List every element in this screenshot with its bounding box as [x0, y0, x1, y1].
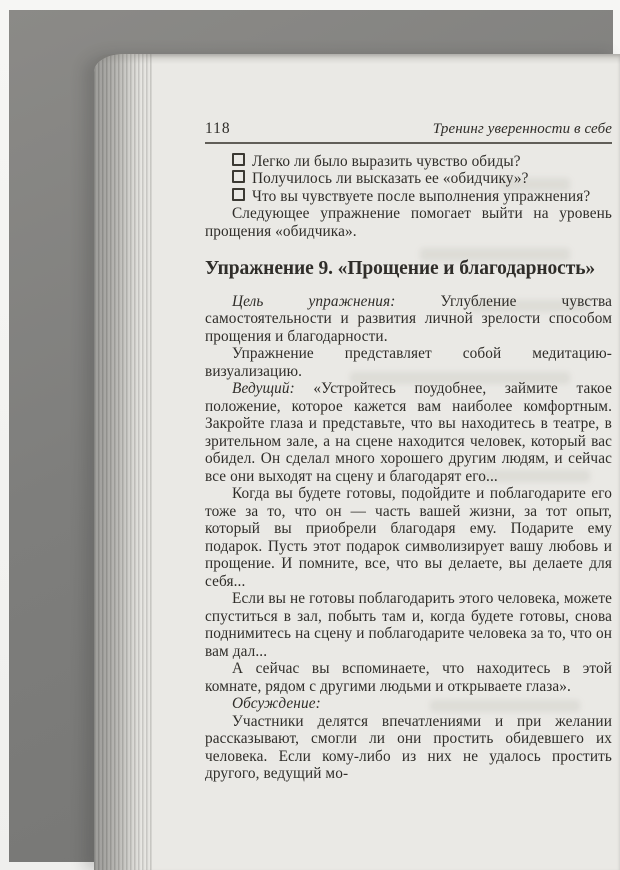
- checklist-item-text: Получилось ли высказать ее «обидчику»?: [252, 170, 529, 187]
- page-number: 118: [205, 120, 231, 137]
- checkbox-bullet-icon: [232, 188, 245, 201]
- paragraph-text: Если вы не готовы поблагодарить этого человека, можете спуститься в зал, побыть там и, когда будете готовы, снова поднимитесь на сцену и поблагодарите человека за то, что он вам дал...: [205, 590, 612, 660]
- page-content: [205, 54, 612, 783]
- page-edge-stack: [94, 54, 152, 870]
- intro-paragraph: Следующее упражнение помогает выйти на уровень прощения «обидчика».: [205, 205, 612, 240]
- paragraph-text: Когда вы будете готовы, подойдите и поблагодарите его тоже за то, что он — часть вашей жизни, за тот опыт, который вы приобрели благодаря ему. Подарите ему подарок. Пусть этот подарок символизирует вашу любовь и прощение. И помните, все, что вы делаете, вы делаете для себя...: [205, 485, 612, 590]
- paragraph-goal: [205, 293, 612, 346]
- paragraph: [205, 345, 612, 380]
- paragraph: [205, 713, 612, 783]
- checklist-item-text: Легко ли было выразить чувство обиды?: [252, 152, 521, 170]
- paragraph-lead: Обсуждение:: [232, 695, 321, 712]
- paragraph-text: А сейчас вы вспоминаете, что находитесь в этой комнате, рядом с другими людьми и открываете глаза».: [205, 660, 612, 695]
- checklist-item: [205, 153, 612, 171]
- running-title: Тренинг уверенности в себе: [432, 121, 612, 137]
- paragraph-text: Участники делятся впечатлениями и при желании рассказывают, смогли ли они простить обидевшего их человека. Если кому-либо из них не удалось простить другого, ведущий мо-: [205, 712, 612, 782]
- paragraph-lead: Ведущий:: [232, 380, 314, 397]
- section-heading: Упражнение 9. «Прощение и благодарность»: [205, 258, 596, 279]
- checkbox-bullet-icon: [232, 153, 245, 166]
- paragraph-discussion-label: [205, 695, 612, 713]
- checklist-item: [205, 188, 612, 206]
- paragraph: [205, 660, 612, 695]
- page-header: [205, 120, 612, 144]
- checkbox-bullet-icon: [232, 170, 245, 183]
- paragraph: [205, 590, 612, 660]
- paragraph-text: «Устройтесь поудобнее, займите такое положение, которое кажется вам наиболее комфортным. Закройте глаза и представьте, что вы находитесь в театре, в зрительном зале, а на сцене находится человек, который вас обидел. Он сделал много хорошего другим людям, и сейчас все они выходят на сцену и благодарят его...: [205, 380, 612, 485]
- paragraph-lead: Цель упражнения:: [232, 292, 441, 310]
- paragraph-text: Углубление чувства самостоятельности и развития личной зрелости способом прощения и благодарности.: [205, 292, 613, 345]
- paragraph: [205, 485, 612, 590]
- paragraph-facilitator: [205, 380, 612, 485]
- paragraph-text: Упражнение представляет собой медитацию-визуализацию.: [205, 345, 612, 380]
- discussion-checklist: [205, 153, 612, 206]
- checklist-item: [205, 170, 612, 188]
- checklist-item-text: Что вы чувствуете после выполнения упражнения?: [252, 187, 591, 205]
